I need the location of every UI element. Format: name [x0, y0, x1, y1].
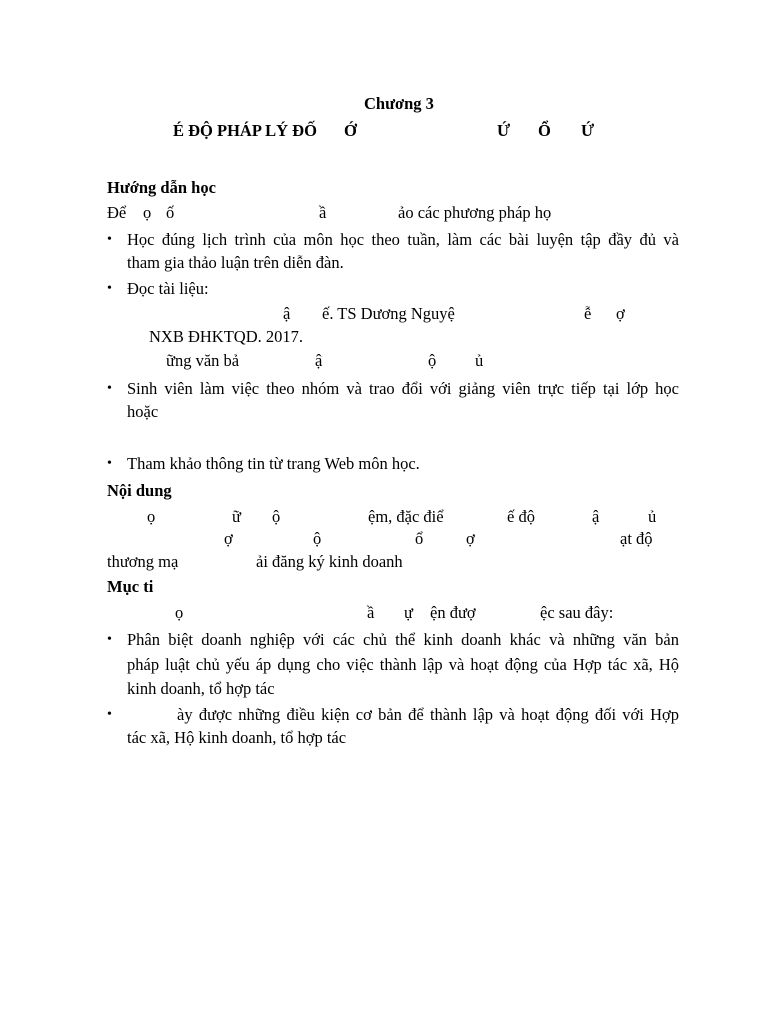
objective-1-line-1: Phân biệt doanh nghiệp với các chủ thể kinh doanh khác và những văn bản: [127, 630, 679, 649]
text-fragment: ầ: [367, 603, 375, 622]
text-fragment: ữ: [232, 507, 241, 526]
guide-item-3-line-2: hoặc: [127, 402, 159, 421]
text-fragment: ạt độ: [620, 529, 653, 548]
text-fragment: ủ: [475, 351, 484, 370]
text-fragment: ệm, đặc điể: [368, 507, 444, 526]
text-fragment: ự: [404, 603, 413, 622]
title-fragment: Ứ: [581, 121, 595, 140]
text-fragment: ọ: [143, 203, 152, 222]
text-fragment: ủ: [648, 507, 657, 526]
text-fragment: ững văn bả: [166, 351, 240, 370]
title-fragment: Ớ: [344, 121, 357, 140]
objective-2-line-1: ày được những điều kiện cơ bản để thành lập và hoạt động đối với Hợp: [177, 705, 679, 724]
bullet-icon: •: [107, 632, 112, 647]
text-fragment: ệc sau đây:: [540, 603, 614, 622]
title-fragment: É ĐỘ PHÁP LÝ ĐỐ: [173, 121, 317, 140]
guide-item-1-line-1: Học đúng lịch trình của môn học theo tuần, làm các bài luyện tập đầy đủ và: [127, 230, 679, 249]
text-fragment: ọ: [175, 603, 184, 622]
text-fragment: ậ: [283, 304, 291, 323]
bullet-icon: •: [107, 707, 112, 722]
text-fragment: ọ: [147, 507, 156, 526]
text-fragment: ầ: [319, 203, 327, 222]
guide-item-1-line-2: tham gia thảo luận trên diễn đàn.: [127, 253, 344, 272]
chapter-label: Chương 3: [364, 94, 434, 113]
text-fragment: ộ: [428, 351, 437, 370]
text-fragment: ế. TS Dương Nguyệ: [322, 304, 455, 323]
text-fragment: ợ: [466, 529, 475, 548]
text-fragment: Để: [107, 203, 127, 222]
bullet-icon: •: [107, 232, 112, 247]
reference-1-publisher: NXB ĐHKTQD. 2017.: [149, 327, 303, 346]
section-heading-content: Nội dung: [107, 481, 172, 500]
section-heading-guide: Hướng dẫn học: [107, 178, 216, 197]
text-fragment: thương mạ: [107, 552, 179, 571]
text-fragment: ộ: [272, 507, 281, 526]
guide-item-4: Tham khảo thông tin từ trang Web môn học.: [127, 454, 420, 473]
bullet-icon: •: [107, 456, 112, 471]
text-fragment: ợ: [616, 304, 625, 323]
text-fragment: ảo các phương pháp họ: [398, 203, 552, 222]
guide-item-3-line-1: Sinh viên làm việc theo nhóm và trao đổi với giảng viên trực tiếp tại lớp học: [127, 379, 679, 398]
text-fragment: ện đượ: [430, 603, 476, 622]
text-fragment: ậ: [315, 351, 323, 370]
text-fragment: ộ: [313, 529, 322, 548]
section-heading-objectives: Mục ti: [107, 577, 154, 596]
bullet-icon: •: [107, 281, 112, 296]
objective-1-line-2: pháp luật chủ yếu áp dụng cho việc thành lập và hoạt động của Hợp tác xã, Hộ: [127, 655, 679, 674]
bullet-icon: •: [107, 381, 112, 396]
objective-1-line-3: kinh doanh, tổ hợp tác: [127, 679, 275, 698]
guide-item-2: Đọc tài liệu:: [127, 279, 209, 298]
text-fragment: ố: [166, 203, 175, 222]
text-fragment: ậ: [592, 507, 600, 526]
text-fragment: ổ: [415, 529, 424, 548]
text-fragment: ợ: [224, 529, 233, 548]
text-fragment: ễ: [584, 304, 592, 323]
title-fragment: Ứ: [497, 121, 511, 140]
text-fragment: ải đăng ký kinh doanh: [256, 552, 403, 571]
title-fragment: Ổ: [538, 121, 551, 140]
text-fragment: ế độ: [507, 507, 535, 526]
objective-2-line-2: tác xã, Hộ kinh doanh, tổ hợp tác: [127, 728, 347, 747]
